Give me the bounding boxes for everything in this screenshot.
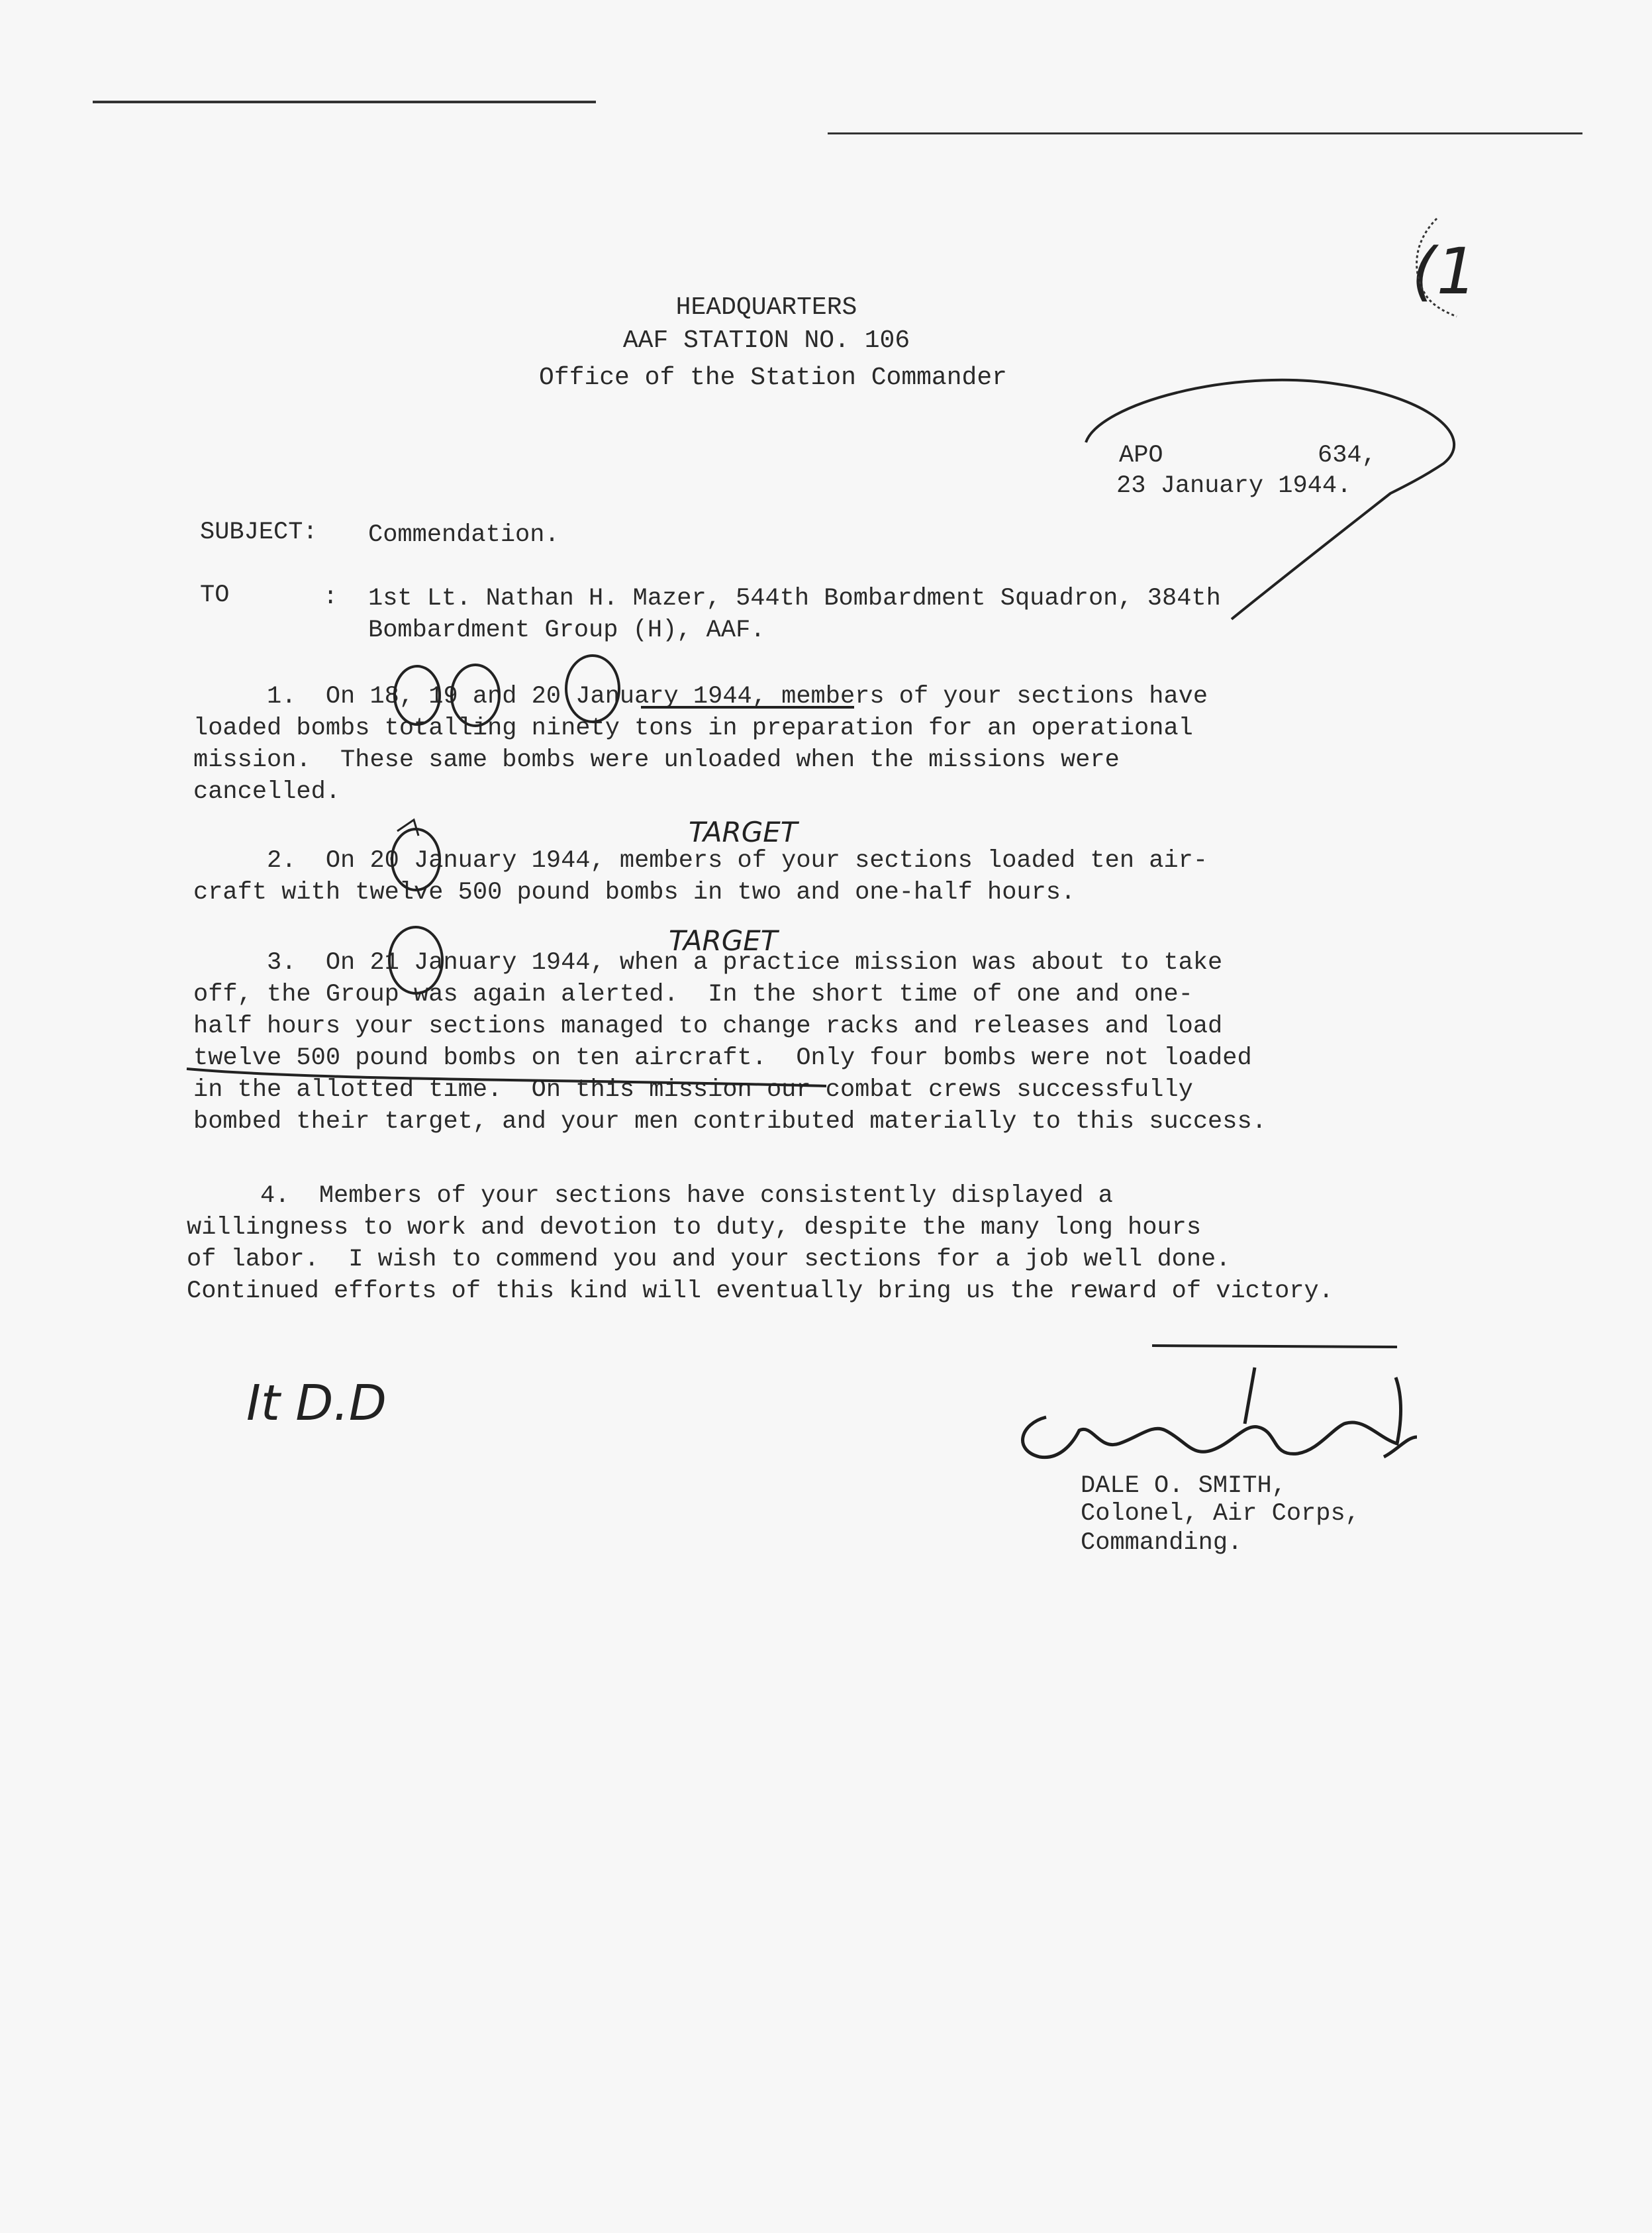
handwritten-target-2: TARGET [669,924,778,957]
mark-para2 [397,820,418,836]
header-title: HEADQUARTERS [675,293,857,322]
letter-date: 23 January 1944. [1116,472,1352,500]
apo-label: APO [1119,442,1163,470]
paragraph-line: bombed their target, and your men contributed materially to this success. [193,1108,1267,1136]
apo-circle-stroke [1086,380,1454,619]
signatory-role: Commanding. [1081,1529,1243,1557]
apo-number: 634, [1318,442,1377,470]
paragraph-line: in the allotted time. On this mission our combat crews successfully [193,1076,1193,1104]
subject-label: SUBJECT: [200,519,318,546]
to-addressee-line1: 1st Lt. Nathan H. Mazer, 544th Bombardment Squadron, 384th [368,585,1221,613]
date-circle-18 [395,666,440,724]
header-station: AAF STATION NO. 106 [622,326,910,355]
paragraph-line: 2. On 20 January 1944, members of your sections loaded ten air- [193,847,1208,875]
paragraph-line: 3. On 21 January 1944, when a practice mission was about to take [193,949,1223,977]
paragraph-line: willingness to work and devotion to duty, despite the many long hours [187,1214,1202,1242]
paragraph-line: 4. Members of your sections have consistently displayed a [187,1182,1113,1210]
paragraph-line: half hours your sections managed to change racks and releases and load [193,1013,1223,1040]
subject-value: Commendation. [368,521,559,549]
corner-mark-stroke [1417,219,1457,317]
signatory-name: DALE O. SMITH, [1081,1472,1287,1500]
handwritten-target-1: TARGET [689,816,798,848]
underline-para3 [187,1069,826,1086]
date-circle-para2 [392,829,440,890]
paragraph-line: mission. These same bombs were unloaded when the missions were [193,746,1120,774]
to-label: TO [200,581,230,609]
signatory-rank: Colonel, Air Corps, [1081,1500,1360,1528]
paragraph-line: loaded bombs totalling ninety tons in preparation for an operational [193,715,1193,742]
paragraph-line: craft with twelve 500 pound bombs in two and one-half hours. [193,879,1076,907]
paragraph-line: 1. On 18, 19 and 20 January 1944, members of your sections have [193,683,1208,711]
paragraph-line: Continued efforts of this kind will eventually bring us the reward of victory. [187,1277,1334,1305]
paragraph-line: cancelled. [193,778,341,806]
paragraph-line: off, the Group was again alerted. In the short time of one and one- [193,981,1193,1009]
underline-victory [1152,1346,1397,1347]
paragraph-line: twelve 500 pound bombs on ten aircraft. Only four bombs were not loaded [193,1044,1252,1072]
handwritten-initials: It D.D [246,1375,387,1432]
signature-stroke [1023,1367,1417,1458]
date-circle-19 [452,665,499,726]
date-circle-para3 [389,927,442,993]
to-addressee-line2: Bombardment Group (H), AAF. [368,617,765,644]
paragraph-line: of labor. I wish to commend you and your sections for a job well done. [187,1246,1231,1273]
to-colon: : [323,583,338,611]
handwritten-corner-mark: (1 [1412,234,1477,309]
date-circle-20 [566,656,619,722]
header-office: Office of the Station Commander [539,364,1007,392]
